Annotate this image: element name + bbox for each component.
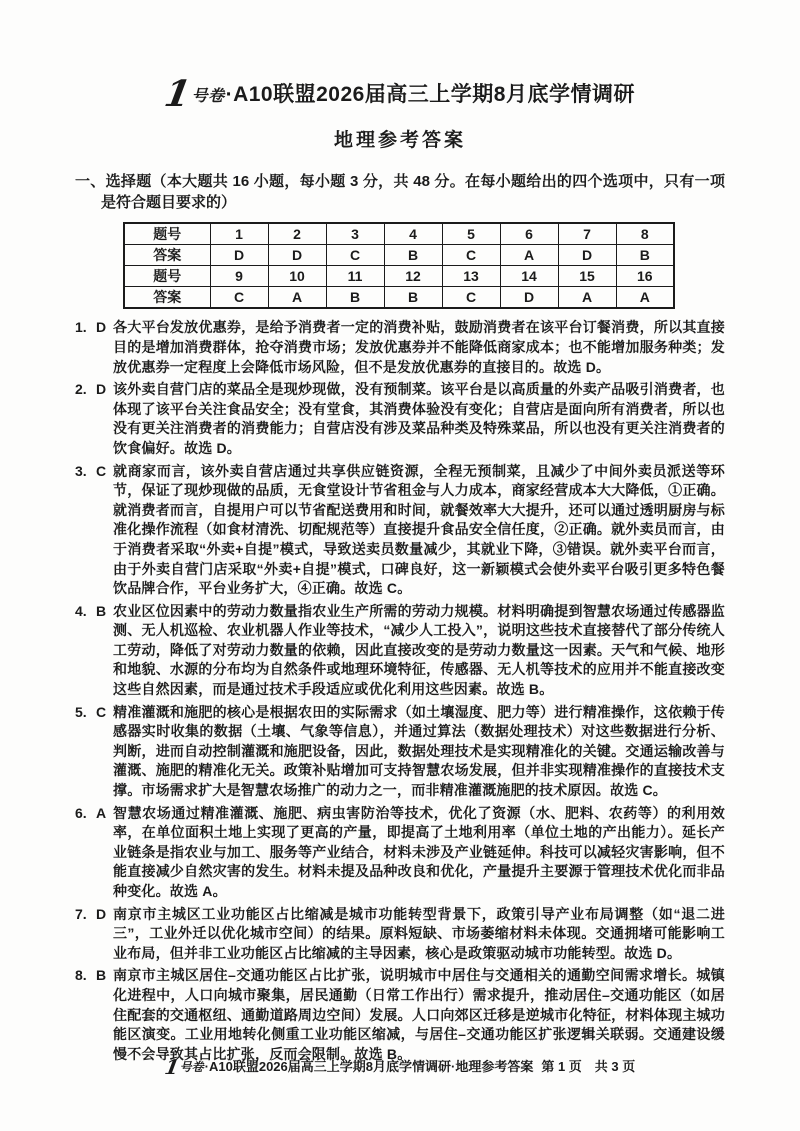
question-number-cell: 6 bbox=[500, 223, 558, 245]
question-number-cell: 3 bbox=[326, 223, 384, 245]
table-row bbox=[124, 223, 674, 245]
item-number: 6. bbox=[75, 804, 87, 821]
item-explanation: 就商家而言，该外卖自营店通过共享供应链资源，全程无预制菜，且减少了中间外卖员派送等环节，保证了现炒现做的品质，无食堂设计节省租金与人力成本，商家经营成本大大降低，①正确。就消费者而言，自提用户可以节省配送费用和时间，就餐效率大大提升，还可以通过透明厨房与标准化操作流程（如食材清洗、切配规范等）直接提升食品安全信任度，②正确。就外卖员而言，由于消费者采取“外卖+自提”模式，导致送卖员数量减少，其就业下降，③错误。就外卖平台而言，由于外卖自营门店采取“外卖+自提”模式，口碑良好，这一新颖模式会使外卖平台吸引更多特色餐饮品牌合作，平台业务扩大，④正确。故选 C。 bbox=[113, 462, 725, 597]
question-number-cell: 15 bbox=[558, 266, 616, 287]
question-number-cell: 5 bbox=[442, 223, 500, 245]
page-title-text: ·A10联盟2026届高三上学期8月底学情调研 bbox=[225, 83, 635, 106]
answer-cell: C bbox=[326, 245, 384, 266]
question-number-cell: 7 bbox=[558, 223, 616, 245]
answer-cell: A bbox=[500, 245, 558, 266]
row-label-cell: 答案 bbox=[124, 245, 210, 266]
item-number: 7. bbox=[75, 905, 87, 922]
item-answer: C bbox=[96, 462, 107, 479]
item-number: 5. bbox=[75, 703, 87, 720]
item-number: 8. bbox=[75, 967, 87, 984]
question-number-cell: 12 bbox=[384, 266, 442, 287]
table-row bbox=[124, 287, 674, 309]
explanation-item-7 bbox=[75, 905, 725, 964]
item-number: 2. bbox=[75, 381, 87, 398]
answer-cell: A bbox=[268, 287, 326, 309]
item-explanation: 南京市主城区居住–交通功能区占比扩张，说明城市中居住与交通相关的通勤空间需求增长。城镇化进程中，人口向城市聚集，居民通勤（日常工作出行）需求提升，推动居住–交通功能区（如居住配套的交通枢纽、通勤道路周边空间）发展。人口向郊区迁移是逆城市化特征，材料体现主城功能区演变。工业用地转化侧重工业功能区缩减，与居住–交通功能区扩张逻辑关联弱。交通建设缓慢不会导致其占比扩张，反而会限制。故选 B。 bbox=[113, 967, 725, 1062]
question-number-cell: 4 bbox=[384, 223, 442, 245]
answer-cell: B bbox=[616, 245, 674, 266]
footer-brand-logo-script: 号卷 bbox=[179, 1060, 204, 1074]
answer-table bbox=[123, 222, 675, 309]
brand-logo-script: 号卷 bbox=[191, 86, 225, 105]
explanation-item-5 bbox=[75, 703, 725, 801]
page-footer: 1号卷·A10联盟2026届高三上学期8月底学情调研·地理参考答案 第 1 页 共 3 页 bbox=[162, 1055, 636, 1079]
answer-cell: D bbox=[558, 245, 616, 266]
item-explanation: 农业区位因素中的劳动力数量指农业生产所需的劳动力规模。材料明确提到智慧农场通过传感器监测、无人机巡检、农业机器人作业等技术，“减少人工投入”，说明这些技术直接替代了部分传统人工劳动，降低了对劳动力数量的依赖，因此直接改变的是劳动力数量这一因素。天气和气候、地形和地貌、水源的分布均为自然条件或地理环境特征，传感器、无人机等技术的应用并不能直接改变这些自然因素，而是通过技术手段适应或优化利用这些因素。故选 B。 bbox=[113, 602, 725, 698]
item-explanation: 南京市主城区工业功能区占比缩减是城市功能转型背景下，政策引导产业布局调整（如“退二进三”，工业外迁以优化城市空间）的结果。原料短缺、市场萎缩材料未体现。交通拥堵可能影响工业布局，但并非工业功能区占比缩减的主导因素，核心是政策驱动城市功能转型。故选 D。 bbox=[113, 905, 725, 961]
explanation-item-6 bbox=[75, 804, 725, 902]
answer-cell: B bbox=[384, 287, 442, 309]
explanation-list bbox=[75, 318, 725, 1064]
item-number: 4. bbox=[75, 602, 87, 619]
explanation-item-4 bbox=[75, 602, 725, 700]
question-number-cell: 14 bbox=[500, 266, 558, 287]
question-number-cell: 16 bbox=[616, 266, 674, 287]
item-answer: B bbox=[96, 967, 107, 984]
item-answer: C bbox=[96, 703, 107, 720]
item-number: 1. bbox=[75, 319, 87, 336]
subject-subtitle: 地理参考答案 bbox=[333, 130, 466, 151]
item-explanation: 各大平台发放优惠券，是给予消费者一定的消费补贴，鼓励消费者在该平台订餐消费，所以其直接目的是增加消费群体，抢夺消费市场；发放优惠券并不能降低商家成本；也不能增加服务种类；发放优惠券一定程度上会降低市场风险，但不是发放优惠券的直接目的。故选 D。 bbox=[113, 319, 725, 375]
item-explanation: 精准灌溉和施肥的核心是根据农田的实际需求（如土壤湿度、肥力等）进行精准操作，这依赖于传感器实时收集的数据（土壤、气象等信息），并通过算法（数据处理技术）对这些数据进行分析、判断，进而自动控制灌溉和施肥设备，因此，数据处理技术是实现精准化的关键。交通运输改善与灌溉、施肥的精准化无关。政策补贴增加可支持智慧农场发展，但并非实现精准操作的直接技术支撑。市场需求扩大是智慧农场推广的动力之一，而非精准灌溉施肥的技术原因。故选 C。 bbox=[113, 703, 725, 799]
question-number-cell: 13 bbox=[442, 266, 500, 287]
item-number: 3. bbox=[75, 462, 87, 479]
explanation-item-3 bbox=[75, 462, 725, 599]
question-number-cell: 1 bbox=[210, 223, 268, 245]
item-explanation: 智慧农场通过精准灌溉、施肥、病虫害防治等技术，优化了资源（水、肥料、农药等）的利用效率，在单位面积土地上实现了更高的产量，即提高了土地利用率（单位土地的产出能力）。延长产业链条是指农业与加工、服务等产业结合，材料未涉及产业链延伸。科技可以减轻灾害影响，但不能直接减少自然灾害的发生。材料未提及品种改良和优化，产量提升主要源于管理技术优化而非品种变化。故选 A。 bbox=[113, 804, 725, 899]
answer-cell: A bbox=[616, 287, 674, 309]
answer-cell: C bbox=[442, 287, 500, 309]
row-label-cell: 题号 bbox=[124, 266, 210, 287]
question-number-cell: 2 bbox=[268, 223, 326, 245]
item-answer: D bbox=[96, 381, 107, 398]
item-answer: D bbox=[96, 905, 107, 922]
footer-page-info: 第 1 页 共 3 页 bbox=[541, 1059, 636, 1074]
row-label-cell: 答案 bbox=[124, 287, 210, 309]
explanation-item-2 bbox=[75, 380, 725, 458]
item-answer: A bbox=[96, 804, 107, 821]
question-number-cell: 11 bbox=[326, 266, 384, 287]
question-number-cell: 10 bbox=[268, 266, 326, 287]
table-row bbox=[124, 245, 674, 266]
answer-cell: D bbox=[500, 287, 558, 309]
question-number-cell: 8 bbox=[616, 223, 674, 245]
section-heading: 一、选择题（本大题共 16 小题，每小题 3 分，共 48 分。在每小题给出的四个选项中，只有一项是符合题目要求的） bbox=[75, 173, 725, 211]
footer-text: ·A10联盟2026届高三上学期8月底学情调研·地理参考答案 bbox=[204, 1059, 534, 1074]
explanation-item-1 bbox=[75, 318, 725, 377]
question-number-cell: 9 bbox=[210, 266, 268, 287]
item-answer: D bbox=[96, 319, 107, 336]
page-title: 1号卷·A10联盟2026届高三上学期8月底学情调研 bbox=[161, 73, 635, 115]
item-explanation: 该外卖自营门店的菜品全是现炒现做，没有预制菜。该平台是以高质量的外卖产品吸引消费者，也体现了该平台关注食品安全；没有堂食，其消费体验没有变化；自营店是面向所有消费者，所以也没有更关注消费者的消费能力；自营店没有涉及菜品种类及特殊菜品，所以也没有更关注消费者的饮食偏好。故选 D。 bbox=[113, 381, 725, 456]
answer-cell: D bbox=[210, 245, 268, 266]
item-answer: B bbox=[96, 602, 107, 619]
answer-cell: C bbox=[442, 245, 500, 266]
answer-cell: D bbox=[268, 245, 326, 266]
answer-cell: B bbox=[326, 287, 384, 309]
answer-cell: A bbox=[558, 287, 616, 309]
answer-cell: B bbox=[384, 245, 442, 266]
explanation-item-8 bbox=[75, 966, 725, 1064]
row-label-cell: 题号 bbox=[124, 223, 210, 245]
table-row bbox=[124, 266, 674, 287]
answer-cell: C bbox=[210, 287, 268, 309]
